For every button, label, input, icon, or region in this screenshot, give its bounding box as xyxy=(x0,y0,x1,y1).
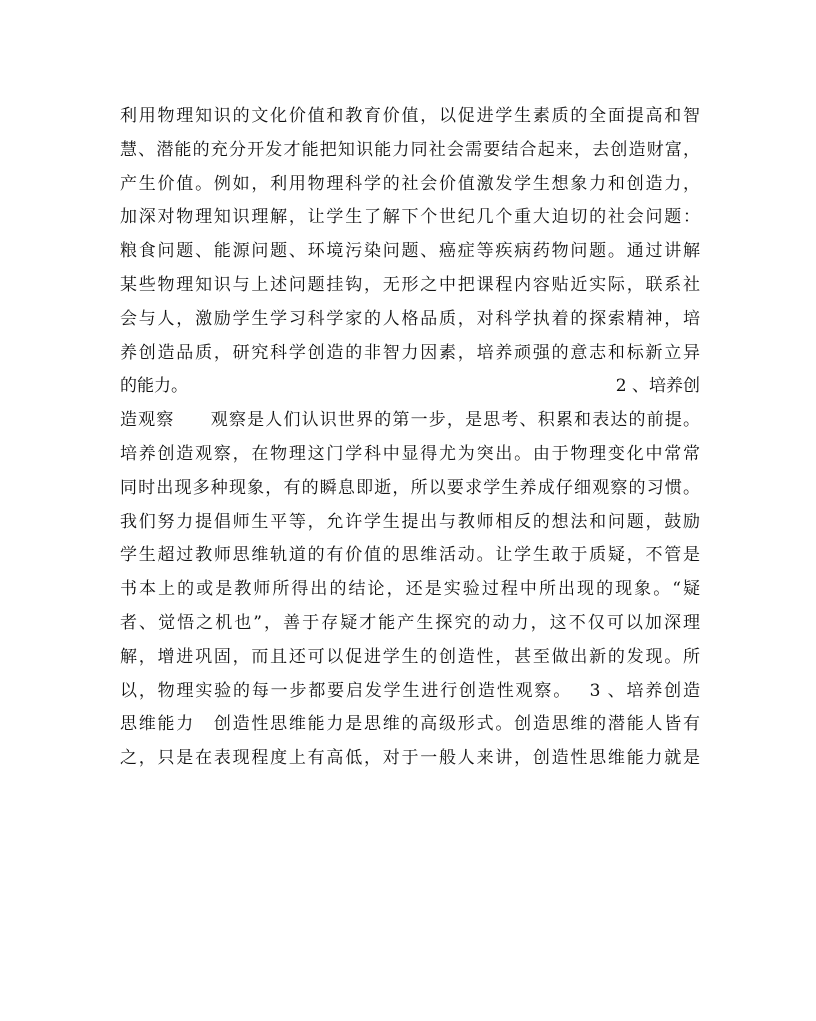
text-line: 某些物理知识与上述问题挂钩，无形之中把课程内容贴近实际，联系社 xyxy=(120,274,700,295)
text-line: 养创造品质，研究科学创造的非智力因素，培养顽强的意志和标新立异 xyxy=(120,342,700,363)
text-line: 利用物理知识的文化价值和教育价值，以促进学生素质的全面提高和智 xyxy=(120,106,700,126)
text-line: 学生超过教师思维轨道的有价值的思维活动。让学生敢于质疑，不管是 xyxy=(120,545,700,566)
paragraph-end-text: 的能力。 xyxy=(120,376,188,397)
text-line: 以，物理实验的每一步都要启发学生进行创造性观察。 3 、培养创造 xyxy=(120,680,700,701)
text-line: 会与人，激励学生学习科学家的人格品质，对科学执着的探索精神，培 xyxy=(120,308,700,329)
body-text xyxy=(120,100,700,776)
text-line-split xyxy=(120,370,700,404)
text-line: 解，增进巩固，而且还可以促进学生的创造性，甚至做出新的发现。所 xyxy=(120,646,700,667)
text-line: 同时出现多种现象，有的瞬息即逝，所以要求学生养成仔细观察的习惯。 xyxy=(120,477,700,498)
text-line: 之，只是在表现程度上有高低，对于一般人来讲，创造性思维能力就是 xyxy=(120,748,700,769)
text-line: 培养创造观察，在物理这门学科中显得尤为突出。由于物理变化中常常 xyxy=(120,443,700,464)
text-line: 加深对物理知识理解，让学生了解下个世纪几个重大迫切的社会问题： xyxy=(120,207,700,228)
text-line: 我们努力提倡师生平等，允许学生提出与教师相反的想法和问题，鼓励 xyxy=(120,511,700,532)
text-line: 慧、潜能的充分开发才能把知识能力同社会需要结合起来，去创造财富， xyxy=(120,139,700,160)
text-line: 书本上的或是教师所得出的结论，还是实验过程中所出现的现象。“疑 xyxy=(120,579,700,600)
text-line: 思维能力 创造性思维能力是思维的高级形式。创造思维的潜能人皆有 xyxy=(120,714,700,735)
text-line: 粮食问题、能源问题、环境污染问题、癌症等疾病药物问题。通过讲解 xyxy=(120,241,700,262)
section-heading-start: 2 、培养创 xyxy=(615,376,700,397)
text-line: 者、觉悟之机也”，善于存疑才能产生探究的动力，这不仅可以加深理 xyxy=(120,612,700,633)
text-line: 造观察 观察是人们认识世界的第一步，是思考、积累和表达的前提。 xyxy=(120,410,700,431)
text-line: 产生价值。例如，利用物理科学的社会价值激发学生想象力和创造力， xyxy=(120,173,700,194)
